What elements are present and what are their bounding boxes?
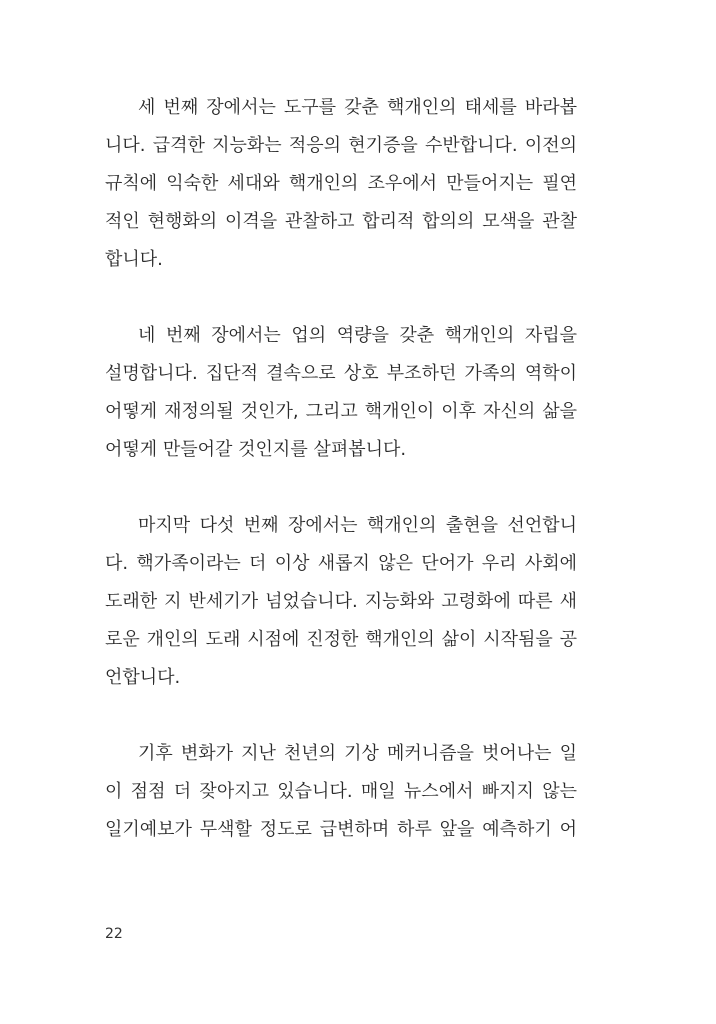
text-line: 다. 핵가족이라는 더 이상 새롭지 않은 단어가 우리 사회에 — [105, 553, 577, 574]
text-line: 세 번째 장에서는 도구를 갖춘 핵개인의 태세를 바라봅 — [138, 97, 577, 118]
text-line: 로운 개인의 도래 시점에 진정한 핵개인의 삶이 시작됨을 공 — [105, 629, 577, 650]
text-line: 일기예보가 무색할 정도로 급변하며 하루 앞을 예측하기 어 — [105, 819, 577, 840]
text-line: 합니다. — [105, 249, 163, 270]
paragraph-chapter-four — [105, 317, 577, 469]
text-line: 니다. 급격한 지능화는 적응의 현기증을 수반합니다. 이전의 — [105, 135, 577, 156]
paragraph-chapter-five — [105, 507, 577, 697]
paragraph-climate-change — [105, 735, 577, 849]
text-line: 도래한 지 반세기가 넘었습니다. 지능화와 고령화에 따른 새 — [105, 591, 577, 612]
text-line: 설명합니다. 집단적 결속으로 상호 부조하던 가족의 역학이 — [105, 363, 577, 384]
page-number: 22 — [105, 926, 123, 942]
text-line: 어떻게 만들어갈 것인지를 살펴봅니다. — [105, 439, 407, 460]
text-line: 이 점점 더 잦아지고 있습니다. 매일 뉴스에서 빠지지 않는 — [105, 781, 577, 802]
text-line: 기후 변화가 지난 천년의 기상 메커니즘을 벗어나는 일 — [138, 743, 577, 764]
paragraph-chapter-three — [105, 89, 577, 279]
text-line: 언합니다. — [105, 667, 181, 688]
text-line: 적인 현행화의 이격을 관찰하고 합리적 합의의 모색을 관찰 — [105, 211, 577, 232]
body-text — [105, 89, 577, 849]
text-line: 어떻게 재정의될 것인가, 그리고 핵개인이 이후 자신의 삶을 — [105, 401, 577, 422]
text-line: 규칙에 익숙한 세대와 핵개인의 조우에서 만들어지는 필연 — [105, 173, 577, 194]
text-line: 마지막 다섯 번째 장에서는 핵개인의 출현을 선언합니 — [138, 515, 577, 536]
text-line: 네 번째 장에서는 업의 역량을 갖춘 핵개인의 자립을 — [138, 325, 577, 346]
